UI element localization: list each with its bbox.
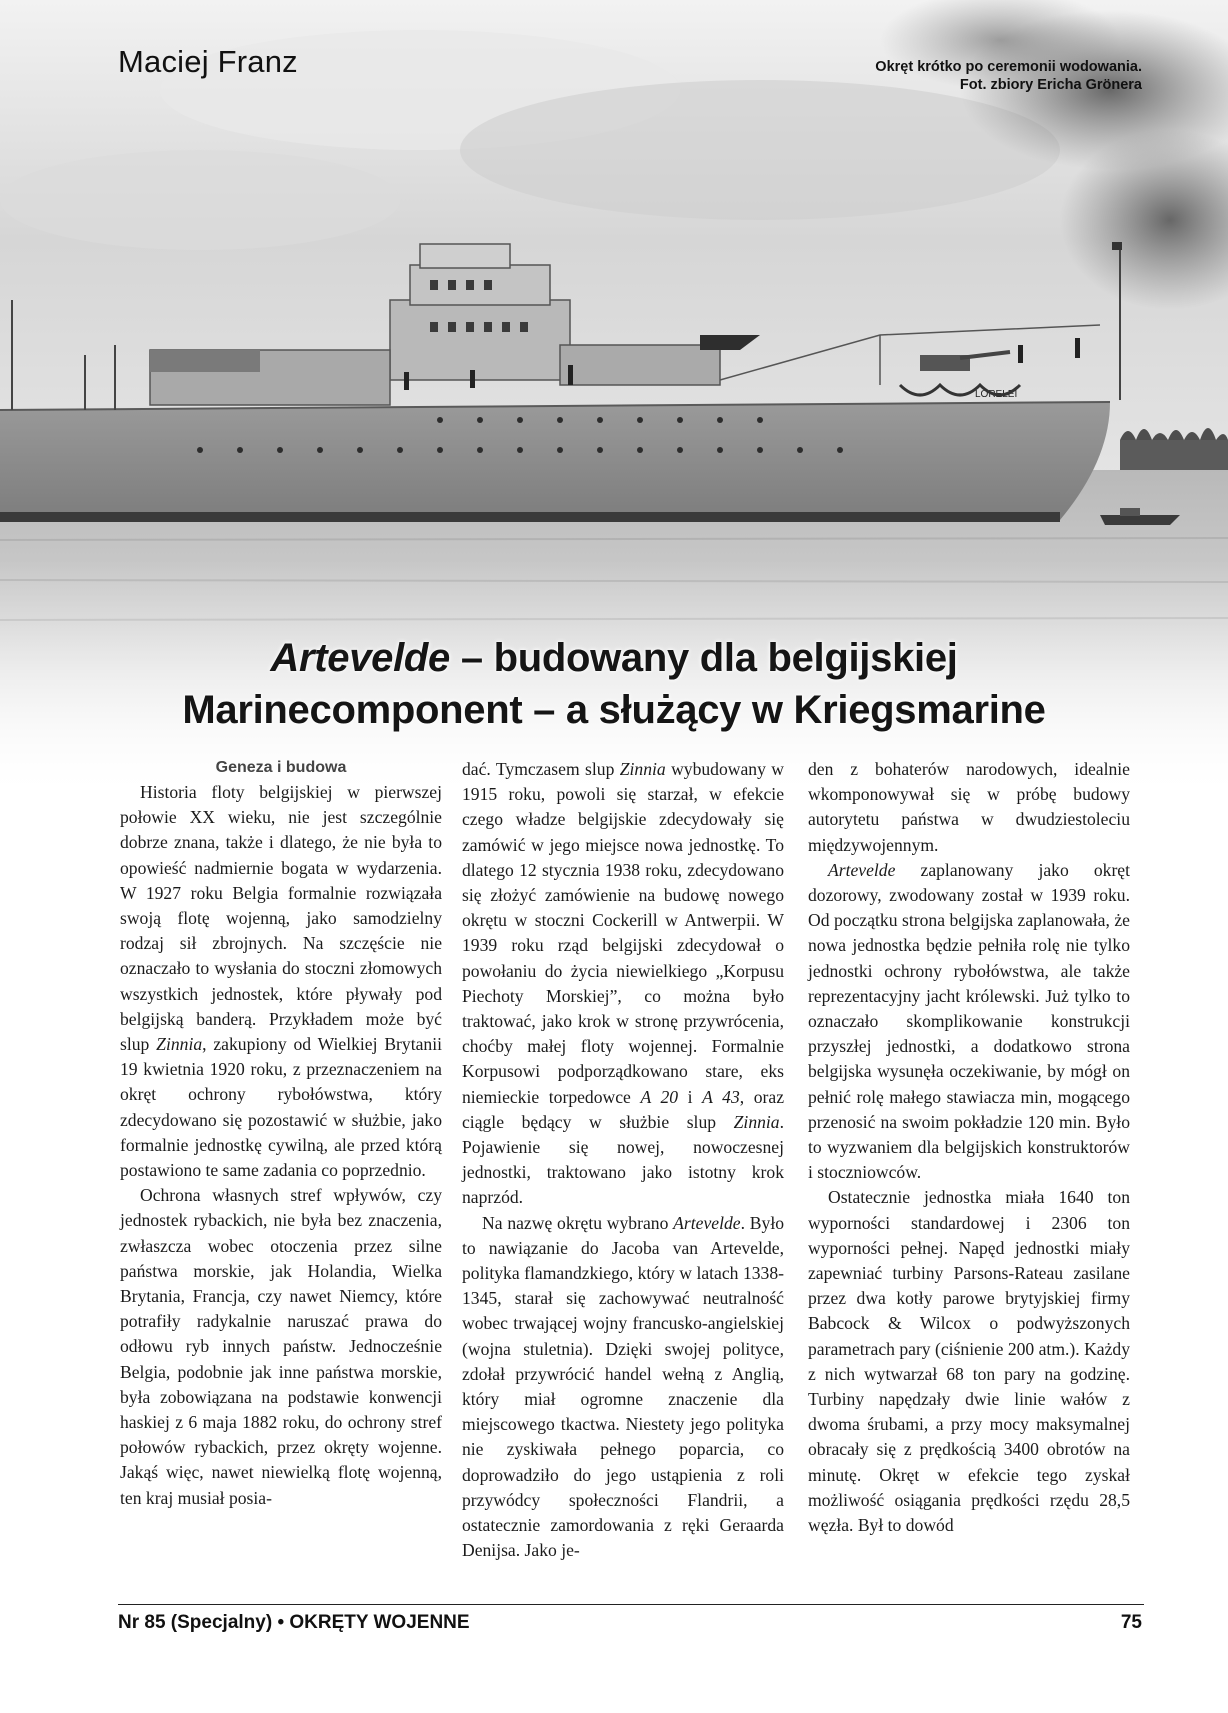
ship-nameplate: LORELEI [975, 389, 1018, 400]
text-column-1 [120, 757, 442, 1511]
photo-caption [722, 58, 1142, 94]
magazine-issue: Nr 85 (Specjalny) • OKRĘTY WOJENNE [118, 1612, 470, 1633]
footer-rule [118, 1604, 1144, 1605]
photo-caption-line: Okręt krótko po ceremonii wodowania. [875, 59, 1142, 75]
paragraph: dać. Tymczasem slup Zinnia wybudowany w 1915 roku, powoli się starzał, w efekcie czego władze belgijskie zdecydowały się zamówić w jego miejsce nowa jednostkę. To dlatego 12 stycznia 1938 roku, zdecydowano się złożyć zamówienie na budowę nowego okrętu w stoczni Cockerill w Antwerpii. W 1939 roku rząd belgijski zdecydował o powołaniu do życia niewielkiego „Korpusu Piechoty Morskiej”, co można było traktować, jako krok w stronę przywrócenia, choćby małej floty wojennej. Formalnie Korpusowi podporządkowano stare, eks niemieckie torpedowce A 20 i A 43, oraz ciągle będący w służbie slup Zinnia. Pojawienie się nowej, nowoczesnej jednostki, traktowano jako istotny krok naprzód. [462, 759, 785, 1208]
photo-credit-line: Fot. zbiory Ericha Grönera [959, 77, 1142, 93]
title-ship-name: Artevelde [270, 636, 450, 680]
title-line-1 [60, 632, 1168, 684]
text-column-2 [462, 757, 784, 1564]
paragraph: Artevelde zaplanowany jako okręt dozorowy, zwodowany został w 1939 roku. Od początku strona belgijska zaplanowała, że nowa jednostka będzie pełniła rolę nie tylko jednostki ochrony rybołówstwa, ale także reprezentacyjny jacht królewski. Już tylko to oznaczało skomplikowanie konstrukcji przyszłej jednostki, a dodatkowo strona belgijska wysunęła oczekiwanie, by mógł on pełnić rolę małego stawiacza min, mogącego przenosić na swoim pokładzie 120 min. Było to wyzwaniem dla belgijskich konstruktorów i stoczniowców. [808, 859, 1130, 1183]
author-name: Maciej Franz [118, 44, 298, 79]
title-line-1-rest: – budowany dla belgijskiej [450, 636, 958, 680]
section-subhead: Geneza i budowa [215, 759, 347, 776]
paragraph: Ostatecznie jednostka miała 1640 ton wyporności standardowej i 2306 ton wyporności pełnej. Napęd jednostki miały zapewniać turbiny Parsons-Rateau zasilane przez dwa kotły parowe brytyjskiej firmy Babcock & Wilcox o podwyższonych parametrach pary (ciśnienie 200 atm.). Każdy z nich wytwarzał 68 ton pary na godzinę. Turbiny napędzały dwie linie wałów z dwoma śrubami, a przy mocy maksymalnej obracały się z prędkością 3400 obrotów na minutę. Okręt w efekcie tego zyskał możliwość osiągania prędkości rzędu 28,5 węzła. Był to dowód [808, 1187, 1130, 1536]
page-number: 75 [1120, 1612, 1142, 1633]
article-title [60, 632, 1168, 736]
paragraph: den z bohaterów narodowych, idealnie wkomponowywał się w próbę budowy autorytetu państwa w dwudziestoleciu międzywojennym. [808, 759, 1130, 855]
title-line-2: Marinecomponent – a służący w Kriegsmarine [182, 688, 1046, 732]
text-column-3 [808, 757, 1130, 1538]
paragraph: Ochrona własnych stref wpływów, czy jednostek rybackich, nie była bez znaczenia, zwłaszcza wobec otoczenia przez silne państwa morskie, jak Holandia, Wielka Brytania, Francja, czy nawet Niemcy, które potrafiły radykalnie naruszać prawa do odłowu ryb innych państw. Jednocześnie Belgia, podobnie jak inne państwa morskie, była zobowiązana na podstawie konwencji haskiej z 6 maja 1882 roku, do ochrony stref połowów rybackich, przez okręty wojenne. Jakąś więc, nawet niewielką flotę wojenną, ten kraj musiał posia- [120, 1185, 442, 1508]
paragraph: Na nazwę okrętu wybrano Artevelde. Było to nawiązanie do Jacoba van Artevelde, polityka flamandzkiego, który w latach 1338-1345, starał się zachowywać neutralność wobec trwającej wojny francusko-angielskiej (wojna stuletnia). Dzięki swojej polityce, zdołał przywrócić handel wełną z Anglią, który miał ogromne znaczenie dla miejscowego tkactwa. Niestety jego polityka nie zyskiwała pełnego poparcia, co doprowadziło do jego ustąpienia z roli przywódcy społeczności Flandrii, a ostatecznie zamordowania z ręki Geraarda Denijsa. Jako je- [462, 1212, 784, 1561]
paragraph: Historia floty belgijskiej w pierwszej połowie XX wieku, nie jest szczególnie dobrze znana, także i dlatego, że nie była to opowieść nadmiernie bogata w wydarzenia. W 1927 roku Belgia formalnie rozwiązała swoją flotę wojenną, jako samodzielny rodzaj sił zbrojnych. Na szczęście nie oznaczało to wysłania do stoczni złomowych wszystkich jednostek, które pływały pod belgijską banderą. Przykładem może być slup Zinnia, zakupiony od Wielkiej Brytanii 19 kwietnia 1920 roku, z przeznaczeniem na okręt ochrony rybołówstwa, który zdecydowano się pozostawić w służbie, jako formalnie jednostkę cywilną, ale przed którą postawiono te same zadania co poprzednio. [120, 782, 442, 1181]
